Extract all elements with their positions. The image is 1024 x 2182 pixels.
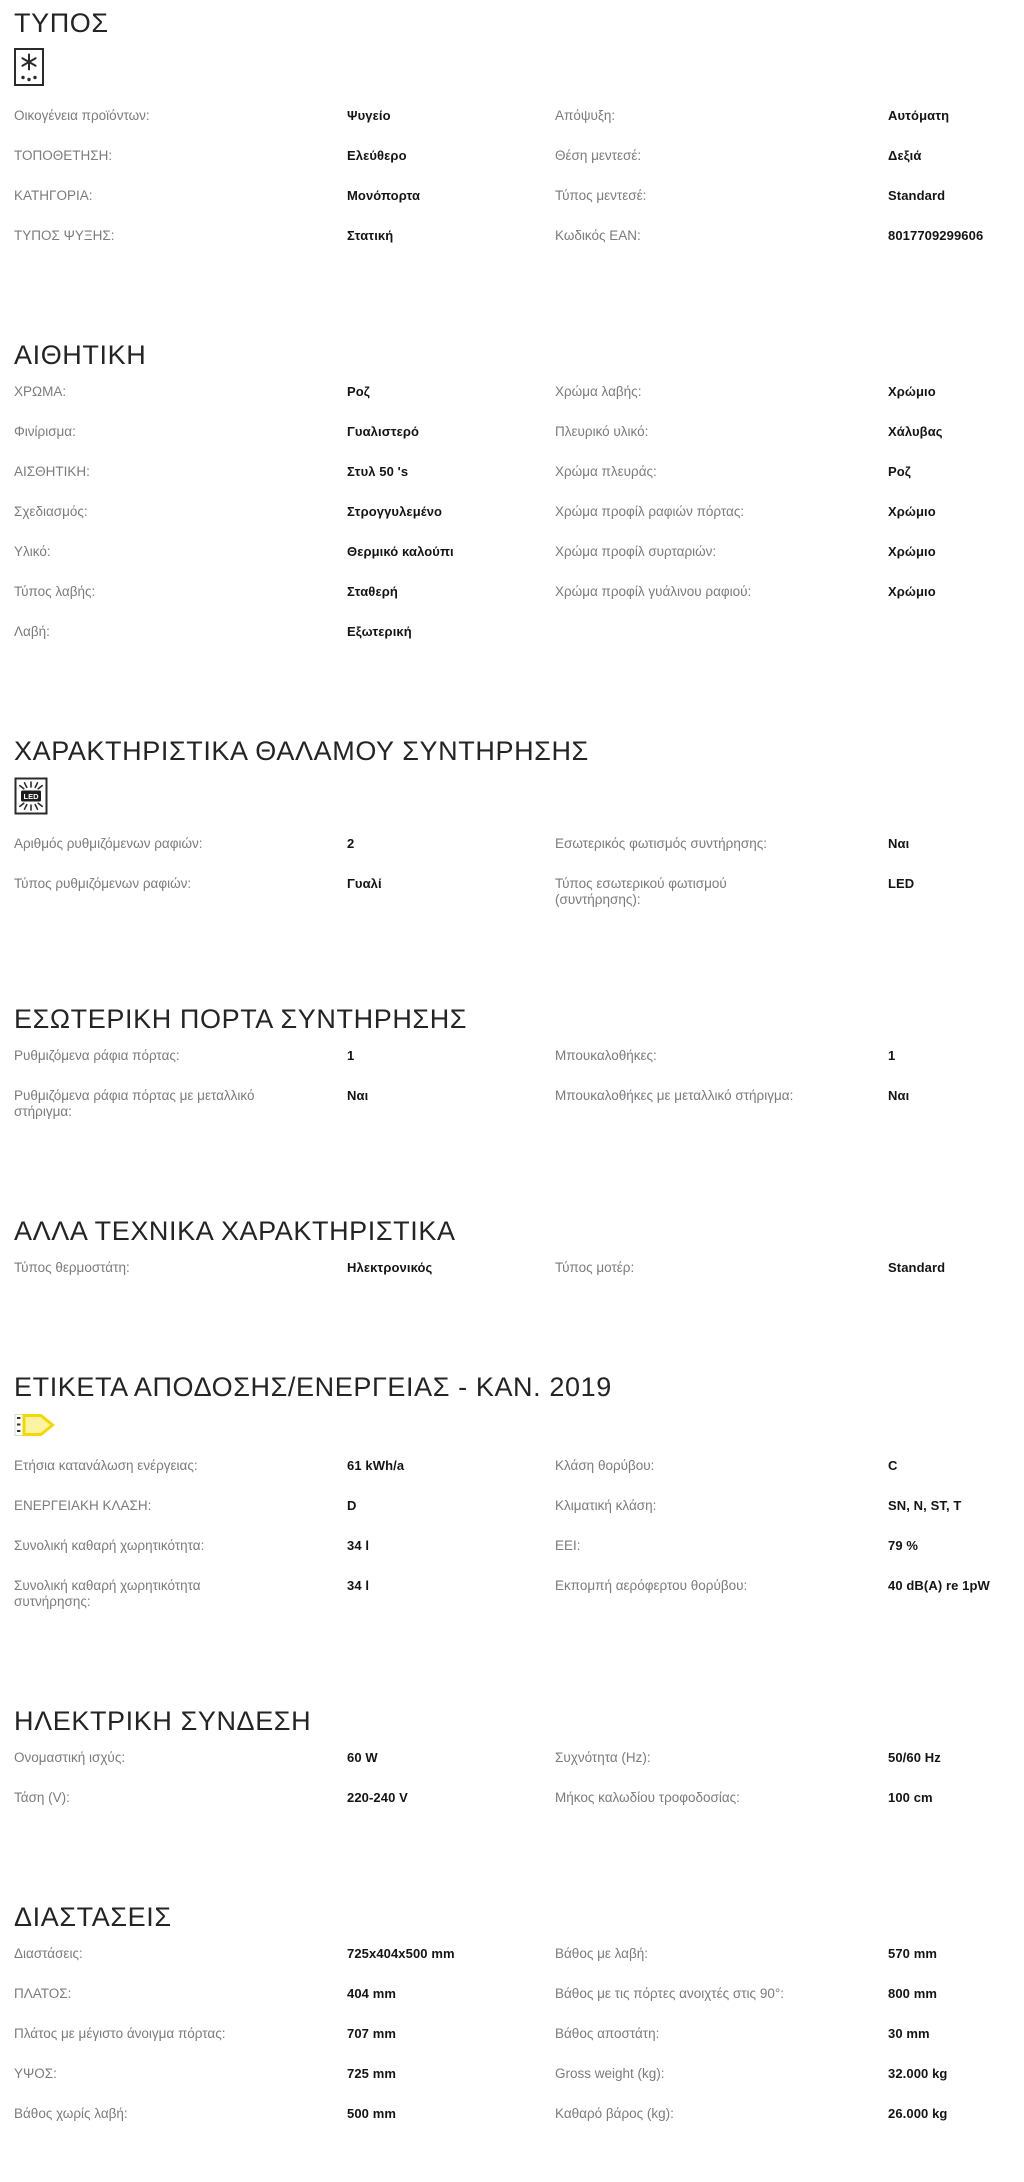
spec-value: 404 mm bbox=[347, 1986, 397, 2001]
spec-row bbox=[555, 864, 1024, 920]
led-icon-text: LED bbox=[23, 791, 39, 801]
spec-value: Ναι bbox=[888, 1088, 910, 1103]
spec-value: 40 dB(A) re 1pW bbox=[888, 1578, 990, 1593]
spec-value: 500 mm bbox=[347, 2106, 397, 2121]
section-title: ΧΑΡΑΚΤΗΡΙΣΤΙΚΑ ΘΑΛΑΜΟΥ ΣΥΝΤΗΡΗΣΗΣ bbox=[14, 736, 589, 766]
spec-label: Ρυθμιζόμενα ράφια πόρτας με μεταλλικό στήριγμα: bbox=[14, 1088, 255, 1119]
spec-row bbox=[14, 2054, 555, 2094]
spec-value: 1 bbox=[347, 1048, 355, 1063]
spec-value: Εξωτερική bbox=[347, 624, 412, 639]
section-fridge-compartment bbox=[14, 736, 1024, 920]
spec-row bbox=[14, 1738, 555, 1778]
spec-label: Τύπος θερμοστάτη: bbox=[14, 1260, 130, 1275]
spec-label: EEI: bbox=[555, 1538, 581, 1553]
spec-value: Ψυγείο bbox=[347, 108, 391, 123]
spec-label: Συνολική καθαρή χωρητικότητα: bbox=[14, 1538, 205, 1553]
defrost-icon bbox=[14, 48, 1024, 88]
spec-row bbox=[555, 1248, 1024, 1288]
spec-row bbox=[14, 2094, 555, 2134]
spec-label: Εσωτερικός φωτισμός συντήρησης: bbox=[555, 836, 767, 851]
spec-label: Βάθος με λαβή: bbox=[555, 1946, 649, 1961]
spec-label: Κλάση θορύβου: bbox=[555, 1458, 655, 1473]
spec-row bbox=[555, 1934, 1024, 1974]
section-type bbox=[14, 8, 1024, 256]
spec-row bbox=[14, 1446, 555, 1486]
section-title: ΑΛΛΑ ΤΕΧΝΙΚΑ ΧΑΡΑΚΤΗΡΙΣΤΙΚΑ bbox=[14, 1216, 456, 1246]
spec-value: 1 bbox=[888, 1048, 896, 1063]
spec-value: Ηλεκτρονικός bbox=[347, 1260, 433, 1275]
spec-row bbox=[14, 1248, 555, 1288]
spec-row bbox=[14, 176, 555, 216]
spec-label: Οικογένεια προϊόντων: bbox=[14, 108, 150, 123]
spec-label: Χρώμα προφίλ ραφιών πόρτας: bbox=[555, 504, 745, 519]
spec-label: Πλευρικό υλικό: bbox=[555, 424, 649, 439]
spec-row bbox=[14, 1036, 555, 1076]
spec-row bbox=[555, 1778, 1024, 1818]
spec-label: Χρώμα λαβής: bbox=[555, 384, 642, 399]
spec-row bbox=[14, 216, 555, 256]
spec-label: Βάθος αποστάτη: bbox=[555, 2026, 660, 2041]
spec-value: 26.000 kg bbox=[888, 2106, 948, 2121]
spec-label: Ονομαστική ισχύς: bbox=[14, 1750, 126, 1765]
spec-label: ΠΛΑΤΟΣ: bbox=[14, 1986, 72, 2001]
spec-label: Τύπος ρυθμιζόμενων ραφιών: bbox=[14, 876, 192, 891]
spec-label: Φινίρισμα: bbox=[14, 424, 76, 439]
spec-value: 2 bbox=[347, 836, 355, 851]
spec-row bbox=[555, 1446, 1024, 1486]
spec-value: 800 mm bbox=[888, 1986, 938, 2001]
spec-value: Σταθερή bbox=[347, 584, 398, 599]
spec-row bbox=[555, 96, 1024, 136]
spec-label: Ετήσια κατανάλωση ενέργειας: bbox=[14, 1458, 198, 1473]
spec-value: Ναι bbox=[347, 1088, 369, 1103]
energy-label-icon bbox=[14, 1412, 1024, 1438]
section-title: ΤΥΠΟΣ bbox=[14, 8, 109, 38]
spec-value: 34 l bbox=[347, 1578, 370, 1593]
spec-value: 50/60 Hz bbox=[888, 1750, 941, 1765]
spec-label: Εκπομπή αερόφερτου θορύβου: bbox=[555, 1578, 748, 1593]
spec-row bbox=[555, 372, 1024, 412]
spec-label: ΕΝΕΡΓΕΙΑΚΗ ΚΛΑΣΗ: bbox=[14, 1498, 152, 1513]
spec-value: Standard bbox=[888, 188, 946, 203]
led-light-icon bbox=[14, 776, 1024, 816]
spec-row bbox=[14, 532, 555, 572]
spec-value: Χάλυβας bbox=[888, 424, 943, 439]
spec-value: Ροζ bbox=[888, 464, 911, 479]
spec-row bbox=[14, 864, 555, 904]
spec-label: Αριθμός ρυθμιζόμενων ραφιών: bbox=[14, 836, 203, 851]
spec-row bbox=[555, 824, 1024, 864]
spec-value: 32.000 kg bbox=[888, 2066, 948, 2081]
spec-label: ΑΙΣΘΗΤΙΚΗ: bbox=[14, 464, 90, 479]
spec-value: Ελεύθερο bbox=[347, 148, 407, 163]
section-title: ΕΣΩΤΕΡΙΚΗ ΠΟΡΤΑ ΣΥΝΤΗΡΗΣΗΣ bbox=[14, 1004, 468, 1034]
spec-value: 570 mm bbox=[888, 1946, 938, 1961]
spec-row bbox=[14, 1486, 555, 1526]
spec-row bbox=[14, 612, 555, 652]
spec-value: Στατική bbox=[347, 228, 394, 243]
spec-row bbox=[14, 452, 555, 492]
spec-label: Τάση (V): bbox=[14, 1790, 70, 1805]
spec-value: SN, N, ST, T bbox=[888, 1498, 962, 1513]
spec-row bbox=[14, 372, 555, 412]
section-title: ΗΛΕΚΤΡΙΚΗ ΣΥΝΔΕΣΗ bbox=[14, 1706, 312, 1736]
spec-value: Ναι bbox=[888, 836, 910, 851]
spec-label: Βάθος με τις πόρτες ανοιχτές στις 90°: bbox=[555, 1986, 784, 2001]
spec-row bbox=[555, 1486, 1024, 1526]
spec-row bbox=[555, 452, 1024, 492]
spec-row bbox=[555, 176, 1024, 216]
spec-value: 34 l bbox=[347, 1538, 370, 1553]
spec-row bbox=[555, 1076, 1024, 1116]
spec-label: Υλικό: bbox=[14, 544, 51, 559]
spec-row bbox=[555, 1036, 1024, 1076]
spec-value: 30 mm bbox=[888, 2026, 930, 2041]
spec-label: Διαστάσεις: bbox=[14, 1946, 83, 1961]
spec-label: ΥΨΟΣ: bbox=[14, 2066, 57, 2081]
spec-value: 220-240 V bbox=[347, 1790, 408, 1805]
spec-row bbox=[14, 136, 555, 176]
section-title: ΑΙΘΗΤΙΚΗ bbox=[14, 340, 147, 370]
spec-row bbox=[14, 412, 555, 452]
spec-row bbox=[14, 492, 555, 532]
spec-value: Standard bbox=[888, 1260, 946, 1275]
spec-value: Στυλ 50 's bbox=[347, 464, 409, 479]
section-dimensions bbox=[14, 1902, 1024, 2134]
spec-row bbox=[14, 2014, 555, 2054]
section-aesthetic bbox=[14, 340, 1024, 652]
spec-value: 79 % bbox=[888, 1538, 919, 1553]
spec-label: ΚΑΤΗΓΟΡΙΑ: bbox=[14, 188, 93, 203]
section-energy-label bbox=[14, 1372, 1024, 1622]
spec-value: 707 mm bbox=[347, 2026, 397, 2041]
spec-value: Χρώμιο bbox=[888, 544, 936, 559]
spec-label: ΧΡΩΜΑ: bbox=[14, 384, 67, 399]
spec-value: 725 mm bbox=[347, 2066, 397, 2081]
spec-row bbox=[14, 1934, 555, 1974]
spec-label: Συνολική καθαρή χωρητικότητα συτνήρησης: bbox=[14, 1578, 201, 1609]
spec-row bbox=[555, 216, 1024, 256]
spec-label: Χρώμα προφίλ γυάλινου ραφιού: bbox=[555, 584, 752, 599]
spec-label: Πλάτος με μέγιστο άνοιγμα πόρτας: bbox=[14, 2026, 226, 2041]
spec-label: Τύπος μεντεσέ: bbox=[555, 188, 647, 203]
spec-value: Αυτόματη bbox=[888, 108, 950, 123]
section-electrical bbox=[14, 1706, 1024, 1818]
spec-row bbox=[14, 1974, 555, 2014]
spec-label: Ρυθμιζόμενα ράφια πόρτας: bbox=[14, 1048, 180, 1063]
spec-value: 100 cm bbox=[888, 1790, 933, 1805]
spec-value: Δεξιά bbox=[888, 148, 922, 163]
spec-value: LED bbox=[888, 876, 915, 891]
spec-label: Μπουκαλοθήκες: bbox=[555, 1048, 657, 1063]
spec-value: D bbox=[347, 1498, 357, 1513]
section-other-technical bbox=[14, 1216, 1024, 1288]
spec-label: Σχεδιασμός: bbox=[14, 504, 88, 519]
spec-row bbox=[555, 136, 1024, 176]
spec-row bbox=[555, 532, 1024, 572]
spec-label: Καθαρό βάρος (kg): bbox=[555, 2106, 674, 2121]
spec-row bbox=[555, 1526, 1024, 1566]
spec-value: Γυαλί bbox=[347, 876, 382, 891]
spec-label: Τύπος μοτέρ: bbox=[555, 1260, 635, 1275]
spec-label: Χρώμα προφίλ συρταριών: bbox=[555, 544, 717, 559]
spec-value: Στρογγυλεμένο bbox=[347, 504, 443, 519]
spec-row bbox=[555, 2094, 1024, 2134]
spec-row bbox=[14, 1566, 555, 1622]
spec-row bbox=[555, 572, 1024, 612]
spec-row bbox=[14, 1778, 555, 1818]
spec-row bbox=[555, 1566, 1024, 1606]
spec-label: Gross weight (kg): bbox=[555, 2066, 665, 2081]
spec-value: Χρώμιο bbox=[888, 504, 936, 519]
spec-row bbox=[555, 1974, 1024, 2014]
spec-value: C bbox=[888, 1458, 898, 1473]
spec-label: Κλιματική κλάση: bbox=[555, 1498, 657, 1513]
spec-value: Μονόπορτα bbox=[347, 188, 421, 203]
spec-label: Κωδικός EAN: bbox=[555, 228, 641, 243]
spec-row bbox=[14, 824, 555, 864]
spec-row bbox=[14, 96, 555, 136]
spec-row bbox=[14, 1076, 555, 1132]
spec-label: Μπουκαλοθήκες με μεταλλικό στήριγμα: bbox=[555, 1088, 794, 1103]
spec-row bbox=[14, 572, 555, 612]
spec-row bbox=[14, 1526, 555, 1566]
spec-row bbox=[555, 2014, 1024, 2054]
spec-label: Χρώμα πλευράς: bbox=[555, 464, 657, 479]
spec-value: 60 W bbox=[347, 1750, 378, 1765]
spec-value: Χρώμιο bbox=[888, 384, 936, 399]
spec-value: 725x404x500 mm bbox=[347, 1946, 455, 1961]
spec-label: Βάθος χωρίς λαβή: bbox=[14, 2106, 128, 2121]
spec-row bbox=[555, 2054, 1024, 2094]
spec-value: Ροζ bbox=[347, 384, 370, 399]
spec-value: Γυαλιστερό bbox=[347, 424, 420, 439]
spec-label: Λαβή: bbox=[14, 624, 50, 639]
spec-label: Θέση μεντεσέ: bbox=[555, 148, 642, 163]
spec-label: ΤΟΠΟΘΕΤΗΣΗ: bbox=[14, 148, 113, 163]
spec-label: Απόψυξη: bbox=[555, 108, 616, 123]
section-title: ΔΙΑΣΤΑΣΕΙΣ bbox=[14, 1902, 172, 1932]
spec-row bbox=[555, 492, 1024, 532]
spec-row bbox=[555, 412, 1024, 452]
spec-value: 8017709299606 bbox=[888, 228, 984, 243]
spec-row bbox=[555, 1738, 1024, 1778]
spec-label: Μήκος καλωδίου τροφοδοσίας: bbox=[555, 1790, 740, 1805]
spec-label: Συχνότητα (Hz): bbox=[555, 1750, 651, 1765]
spec-label: Τύπος λαβής: bbox=[14, 584, 96, 599]
section-title: ΕΤΙΚΕΤΑ ΑΠΟΔΟΣΗΣ/ΕΝΕΡΓΕΙΑΣ - ΚΑΝ. 2019 bbox=[14, 1372, 612, 1402]
spec-value: Χρώμιο bbox=[888, 584, 936, 599]
spec-value: 61 kWh/a bbox=[347, 1458, 405, 1473]
spec-value: Θερμικό καλούπι bbox=[347, 544, 454, 559]
section-inner-door bbox=[14, 1004, 1024, 1132]
spec-label: ΤΥΠΟΣ ΨΥΞΗΣ: bbox=[14, 228, 115, 243]
spec-label: Τύπος εσωτερικού φωτισμού (συντήρησης): bbox=[555, 876, 727, 907]
